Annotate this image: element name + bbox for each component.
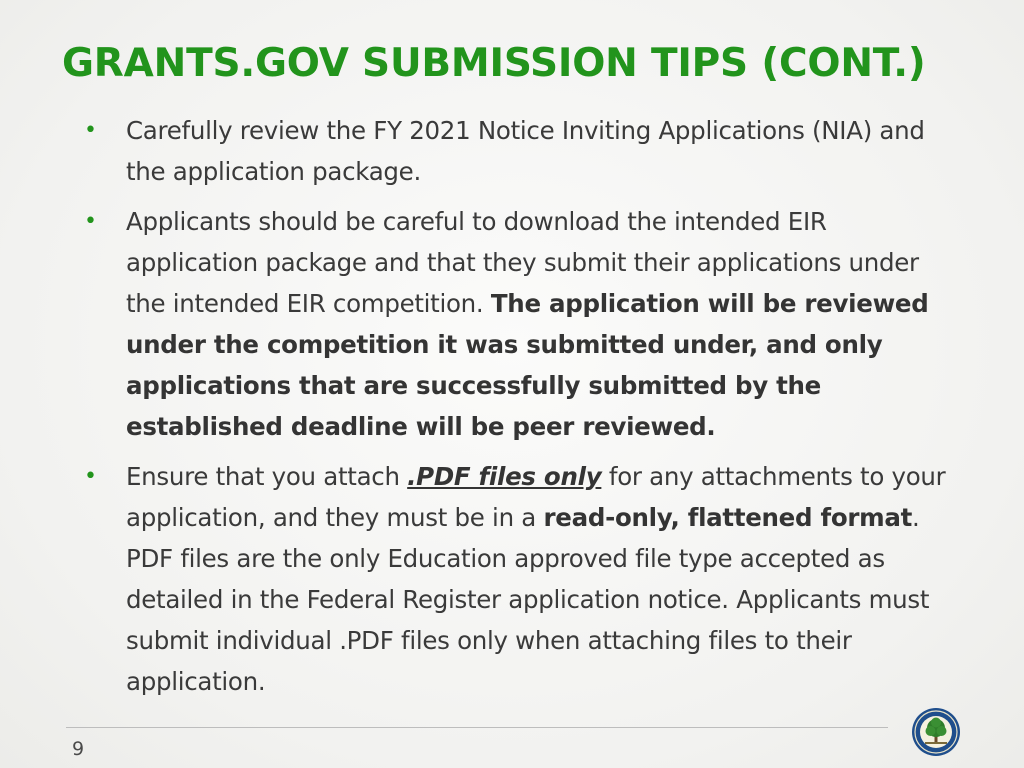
footer-divider: [66, 727, 888, 728]
pdf-only-emphasis: .PDF files only: [407, 462, 602, 491]
bullet-marker-icon: •: [84, 209, 97, 234]
bullet-text: Applicants should be careful to download the intended EIR application package and that they submit their applications under the intended EIR competition.: [126, 207, 919, 318]
bullet-text: for any attachments to your application, and they must be in a: [126, 462, 946, 532]
bullet-item-download-package: [84, 201, 964, 447]
bullet-marker-icon: •: [84, 118, 97, 143]
bullet-item-pdf-attachments: [84, 456, 964, 702]
slide-title: GRANTS.GOV SUBMISSION TIPS (CONT.): [62, 41, 926, 86]
bullet-text: . PDF files are the only Education approved file type accepted as detailed in the Federal Register application notice. Applicants must submit individual .PDF files only when attaching files to their application.: [126, 503, 930, 696]
bullet-bold-text: read-only, flattened format: [543, 503, 913, 532]
bullet-text: Ensure that you attach: [126, 462, 408, 491]
bullet-list: [84, 110, 964, 711]
department-of-education-seal-icon: [911, 707, 961, 757]
bullet-item-review-nia: [84, 110, 964, 192]
page-number: 9: [72, 738, 85, 760]
bullet-marker-icon: •: [84, 464, 97, 489]
bullet-text: Carefully review the FY 2021 Notice Inviting Applications (NIA) and the application package.: [126, 116, 925, 186]
bullet-bold-text: The application will be reviewed under the competition it was submitted under, and only applications that are successfully submitted by the established deadline will be peer reviewed.: [126, 289, 929, 441]
